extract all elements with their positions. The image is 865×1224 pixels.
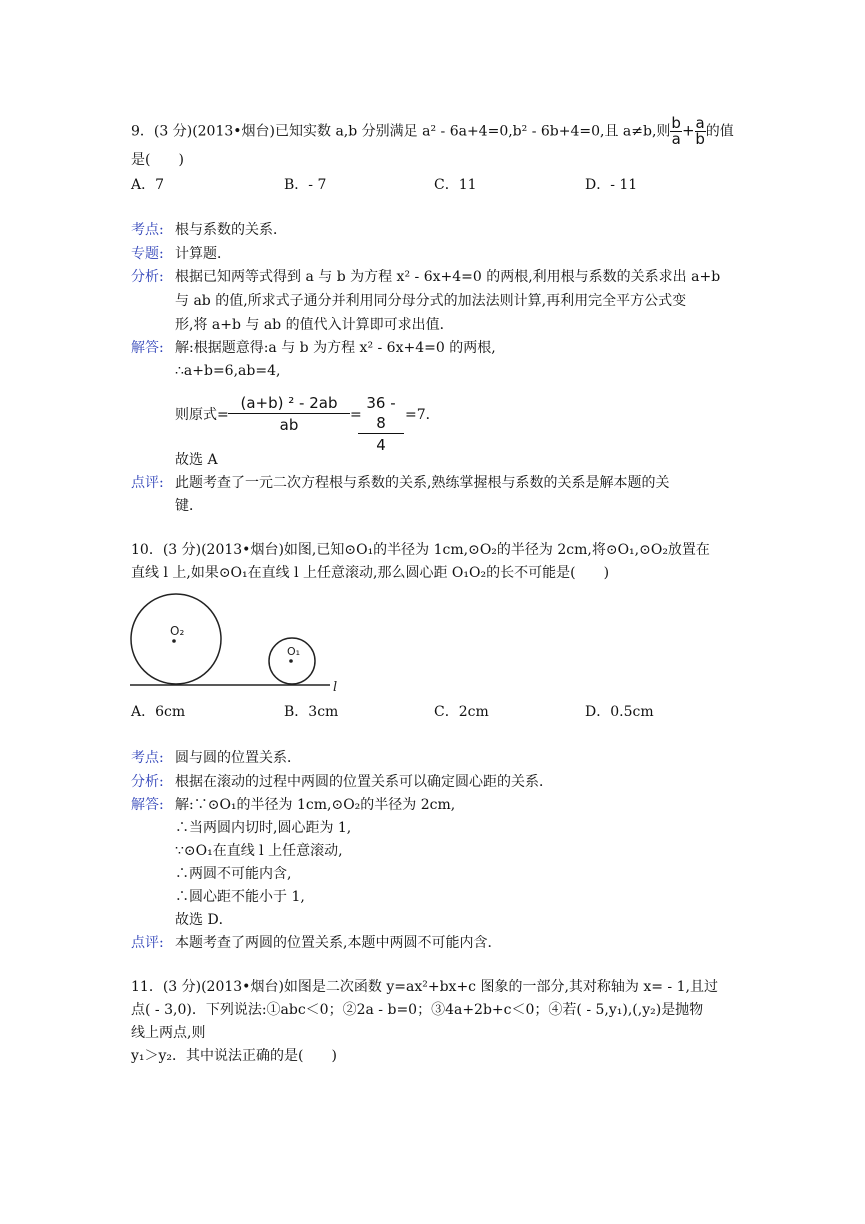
q9-big-fraction-2: 36 - 8 4 bbox=[358, 393, 404, 456]
q9-jieda-3-prefix: 则原式= bbox=[175, 407, 229, 423]
q9-jieda-2: ∴a+b=6,ab=4, bbox=[175, 363, 281, 379]
q11-stem-line2: 点( - 3,0)．下列说法:①abc＜0；②2a - b=0；③4a+2b+c＜0；④若( - 5,y₁),(,y₂)是抛物 bbox=[131, 1002, 704, 1018]
center-o2-dot bbox=[172, 639, 176, 643]
q9-option-c: C．11 bbox=[434, 177, 477, 193]
q9-stem-line2: 是( ) bbox=[131, 152, 184, 168]
q9-jieda-4: 故选 A bbox=[175, 452, 218, 468]
q10-kaodian: 圆与圆的位置关系． bbox=[175, 750, 301, 766]
q9-kaodian: 根与系数的关系． bbox=[175, 222, 287, 238]
q9-fenxi-3: 形,将 a+b 与 ab 的值代入计算即可求出值． bbox=[175, 317, 454, 333]
q9-jieda-label: 解答: bbox=[131, 340, 164, 356]
q11-stem-line4: y₁＞y₂．其中说法正确的是( ) bbox=[131, 1048, 337, 1064]
q9-big-fraction-1: (a+b) ² - 2ab ab bbox=[228, 393, 350, 436]
q10-option-b: B．3cm bbox=[284, 704, 339, 720]
q10-option-a: A．6cm bbox=[131, 704, 186, 720]
q11-stem-line3: 线上两点,则 bbox=[131, 1025, 206, 1041]
circle-o2 bbox=[131, 594, 221, 684]
q9-eq-sign: = bbox=[350, 407, 362, 423]
q10-fenxi-label: 分析: bbox=[131, 774, 164, 790]
q10-stem-line1: 10．(3 分)(2013•烟台)如图,已知⊙O₁的半径为 1cm,⊙O₂的半径为 2cm,将⊙O₁,⊙O₂放置在 bbox=[131, 542, 710, 558]
label-o2: O₂ bbox=[170, 624, 185, 638]
q10-dianping: 本题考查了两圆的位置关系,本题中两圆不可能内含． bbox=[175, 935, 502, 951]
q10-dianping-label: 点评: bbox=[131, 935, 164, 951]
q10-option-c: C．2cm bbox=[434, 704, 489, 720]
q9-zhuanti: 计算题． bbox=[175, 246, 231, 262]
q9-option-d: D．- 11 bbox=[585, 177, 638, 193]
q9-stem-line1: 9．(3 分)(2013•烟台)已知实数 a,b 分别满足 a² - 6a+4=0,b² - 6b+4=0,且 a≠b,则 $\frac{b}{a}$ + $\frac{a}{b}$ 的值 bbox=[131, 114, 734, 148]
q10-jieda-4: ∴两圆不可能内含, bbox=[175, 866, 292, 882]
label-o1: O₁ bbox=[287, 645, 301, 658]
q10-fenxi: 根据在滚动的过程中两圆的位置关系可以确定圆心距的关系． bbox=[175, 774, 553, 790]
q9-option-b: B．- 7 bbox=[284, 177, 327, 193]
q9-fenxi-label: 分析: bbox=[131, 269, 164, 285]
q11-stem-line1: 11．(3 分)(2013•烟台)如图是二次函数 y=ax²+bx+c 图象的一部分,其对称轴为 x= - 1,且过 bbox=[131, 979, 718, 995]
q9-option-a: A．7 bbox=[131, 177, 165, 193]
q9-dianping-2: 键． bbox=[175, 498, 203, 514]
q10-jieda-6: 故选 D． bbox=[175, 912, 233, 928]
q9-kaodian-label: 考点: bbox=[131, 222, 164, 238]
q10-kaodian-label: 考点: bbox=[131, 750, 164, 766]
q10-jieda-3: ∵⊙O₁在直线 l 上任意滚动, bbox=[175, 843, 343, 859]
q10-stem-line2: 直线 l 上,如果⊙O₁在直线 l 上任意滚动,那么圆心距 O₁O₂的长不可能是( ) bbox=[131, 565, 610, 581]
q9-result: =7． bbox=[405, 407, 440, 423]
label-line-l: l bbox=[333, 680, 338, 695]
q10-jieda-label: 解答: bbox=[131, 797, 164, 813]
q9-jieda-1: 解:根据题意得:a 与 b 为方程 x² - 6x+4=0 的两根, bbox=[175, 340, 496, 356]
q9-dianping-label: 点评: bbox=[131, 475, 164, 491]
q10-option-d: D．0.5cm bbox=[585, 704, 654, 720]
fraction-a-over-b: $\frac{a}{b}$ bbox=[695, 114, 705, 148]
q9-dianping-1: 此题考查了一元二次方程根与系数的关系,熟练掌握根与系数的关系是解本题的关 bbox=[175, 475, 670, 491]
fraction-b-over-a: $\frac{b}{a}$ bbox=[671, 114, 681, 148]
q9-fenxi-1: 根据已知两等式得到 a 与 b 为方程 x² - 6x+4=0 的两根,利用根与系数的关系求出 a+b bbox=[175, 269, 721, 285]
q10-circles-figure bbox=[125, 588, 355, 698]
q9-zhuanti-label: 专题: bbox=[131, 246, 164, 262]
q10-jieda-2: ∴当两圆内切时,圆心距为 1, bbox=[175, 820, 352, 836]
q10-jieda-1: 解:∵⊙O₁的半径为 1cm,⊙O₂的半径为 2cm, bbox=[175, 797, 456, 813]
q9-fenxi-2: 与 ab 的值,所求式子通分并利用同分母分式的加法法则计算,再利用完全平方公式变 bbox=[175, 293, 687, 309]
center-o1-dot bbox=[289, 659, 293, 663]
q10-jieda-5: ∴圆心距不能小于 1, bbox=[175, 889, 305, 905]
